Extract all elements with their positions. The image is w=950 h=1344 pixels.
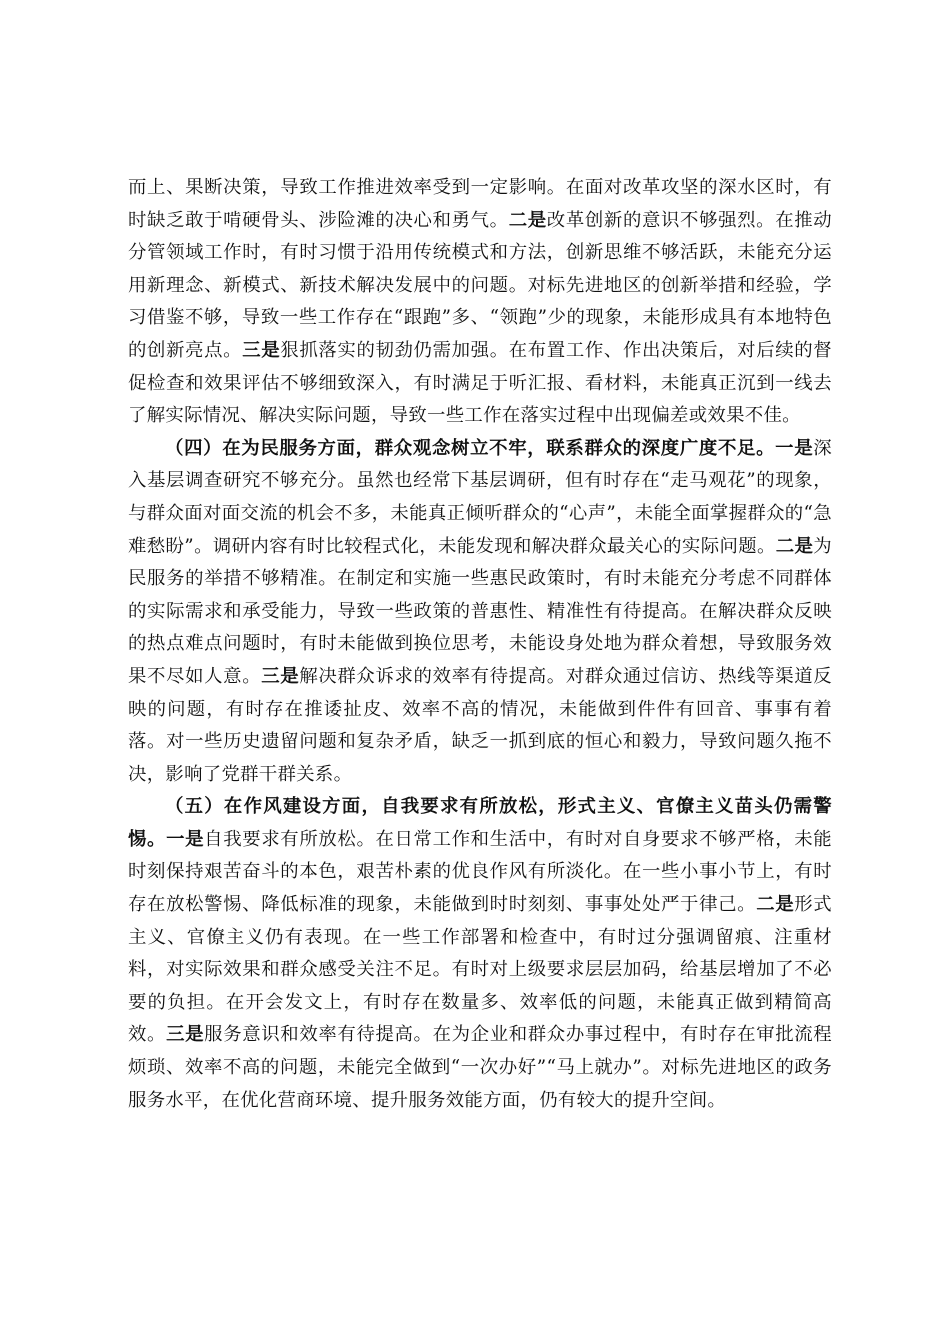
document-body <box>128 172 832 1117</box>
bold-marker-san-shi: 三是 <box>261 665 300 687</box>
section-heading-4: （四）在为民服务方面，群众观念树立不牢，联系群众的深度广度不足。一是 <box>165 437 814 459</box>
paragraph-text: 服务意识和效率有待提高。在为企业和群众办事过程中，有时存在审批流程烦琐、效率不高的问题，未能完全做到“一次办好”“马上就办”。对标先进地区的政务服务水平，在优化营商环境、提升服务效能方面，仍有较大的提升空间。 <box>128 1024 832 1111</box>
paragraph-section-4 <box>128 433 832 792</box>
bold-marker-er-shi: 二是 <box>775 535 814 557</box>
bold-marker-san-shi: 三是 <box>242 339 281 361</box>
paragraph-text: 而上、果断决策，导致工作推进效率受到一定影响。在面对改革攻坚的深水区时，有时缺乏敢于啃硬骨头、涉险滩的决心和勇气。 <box>128 177 832 231</box>
paragraph-text: 为民服务的举措不够精准。在制定和实施一些惠民政策时，有时未能充分考虑不同群体的实际需求和承受能力，导致一些政策的普惠性、精准性有待提高。在解决群众反映的热点难点问题时，有时未能做到换位思考，未能设身处地为群众着想，导致服务效果不尽如人意。 <box>128 535 832 687</box>
section-heading-5: （五）在作风建设方面，自我要求有所放松，形式主义、官僚主义苗头仍需警惕。一是 <box>128 796 832 850</box>
paragraph-text: 狠抓落实的韧劲仍需加强。在布置工作、作出决策后，对后续的督促检查和效果评估不够细致深入，有时满足于听汇报、看材料，未能真正沉到一线去了解实际情况、解决实际问题，导致一些工作在落实过程中出现偏差或效果不佳。 <box>128 339 832 427</box>
bold-marker-er-shi: 二是 <box>756 894 795 916</box>
bold-marker-er-shi: 二是 <box>508 209 547 231</box>
paragraph-text: 深入基层调查研究不够充分。虽然也经常下基层调研，但有时存在“走马观花”的现象，与群众面对面交流的机会不多，未能真正倾听群众的“心声”，未能全面掌握群众的“急难愁盼”。调研内容有时比较程式化，未能发现和解决群众最关心的实际问题。 <box>128 437 832 557</box>
paragraph-text: 自我要求有所放松。在日常工作和生活中，有时对自身要求不够严格，未能时刻保持艰苦奋斗的本色，艰苦朴素的优良作风有所淡化。在一些小事小节上，有时存在放松警惕、降低标准的现象，未能做到时时刻刻、事事处处严于律己。 <box>128 828 833 916</box>
paragraph-continuation <box>128 172 832 433</box>
bold-marker-san-shi: 三是 <box>166 1024 205 1046</box>
paragraph-text: 改革创新的意识不够强烈。在推动分管领域工作时，有时习惯于沿用传统模式和方法，创新思维不够活跃，未能充分运用新理念、新模式、新技术解决发展中的问题。对标先进地区的创新举措和经验，学习借鉴不够，导致一些工作存在“跟跑”多、“领跑”少的现象，未能形成具有本地特色的创新亮点。 <box>128 209 832 361</box>
paragraph-text: 形式主义、官僚主义仍有表现。在一些工作部署和检查中，有时过分强调留痕、注重材料，对实际效果和群众感受关注不足。有时对上级要求层层加码，给基层增加了不必要的负担。在开会发文上，有时存在数量多、效率低的问题，未能真正做到精简高效。 <box>128 894 832 1046</box>
paragraph-text: 解决群众诉求的效率有待提高。对群众通过信访、热线等渠道反映的问题，有时存在推诿扯皮、效率不高的情况，未能做到件件有回音、事事有着落。对一些历史遗留问题和复杂矛盾，缺乏一抓到底的恒心和毅力，导致问题久拖不决，影响了党群干群关系。 <box>128 665 832 785</box>
paragraph-section-5 <box>128 791 832 1117</box>
